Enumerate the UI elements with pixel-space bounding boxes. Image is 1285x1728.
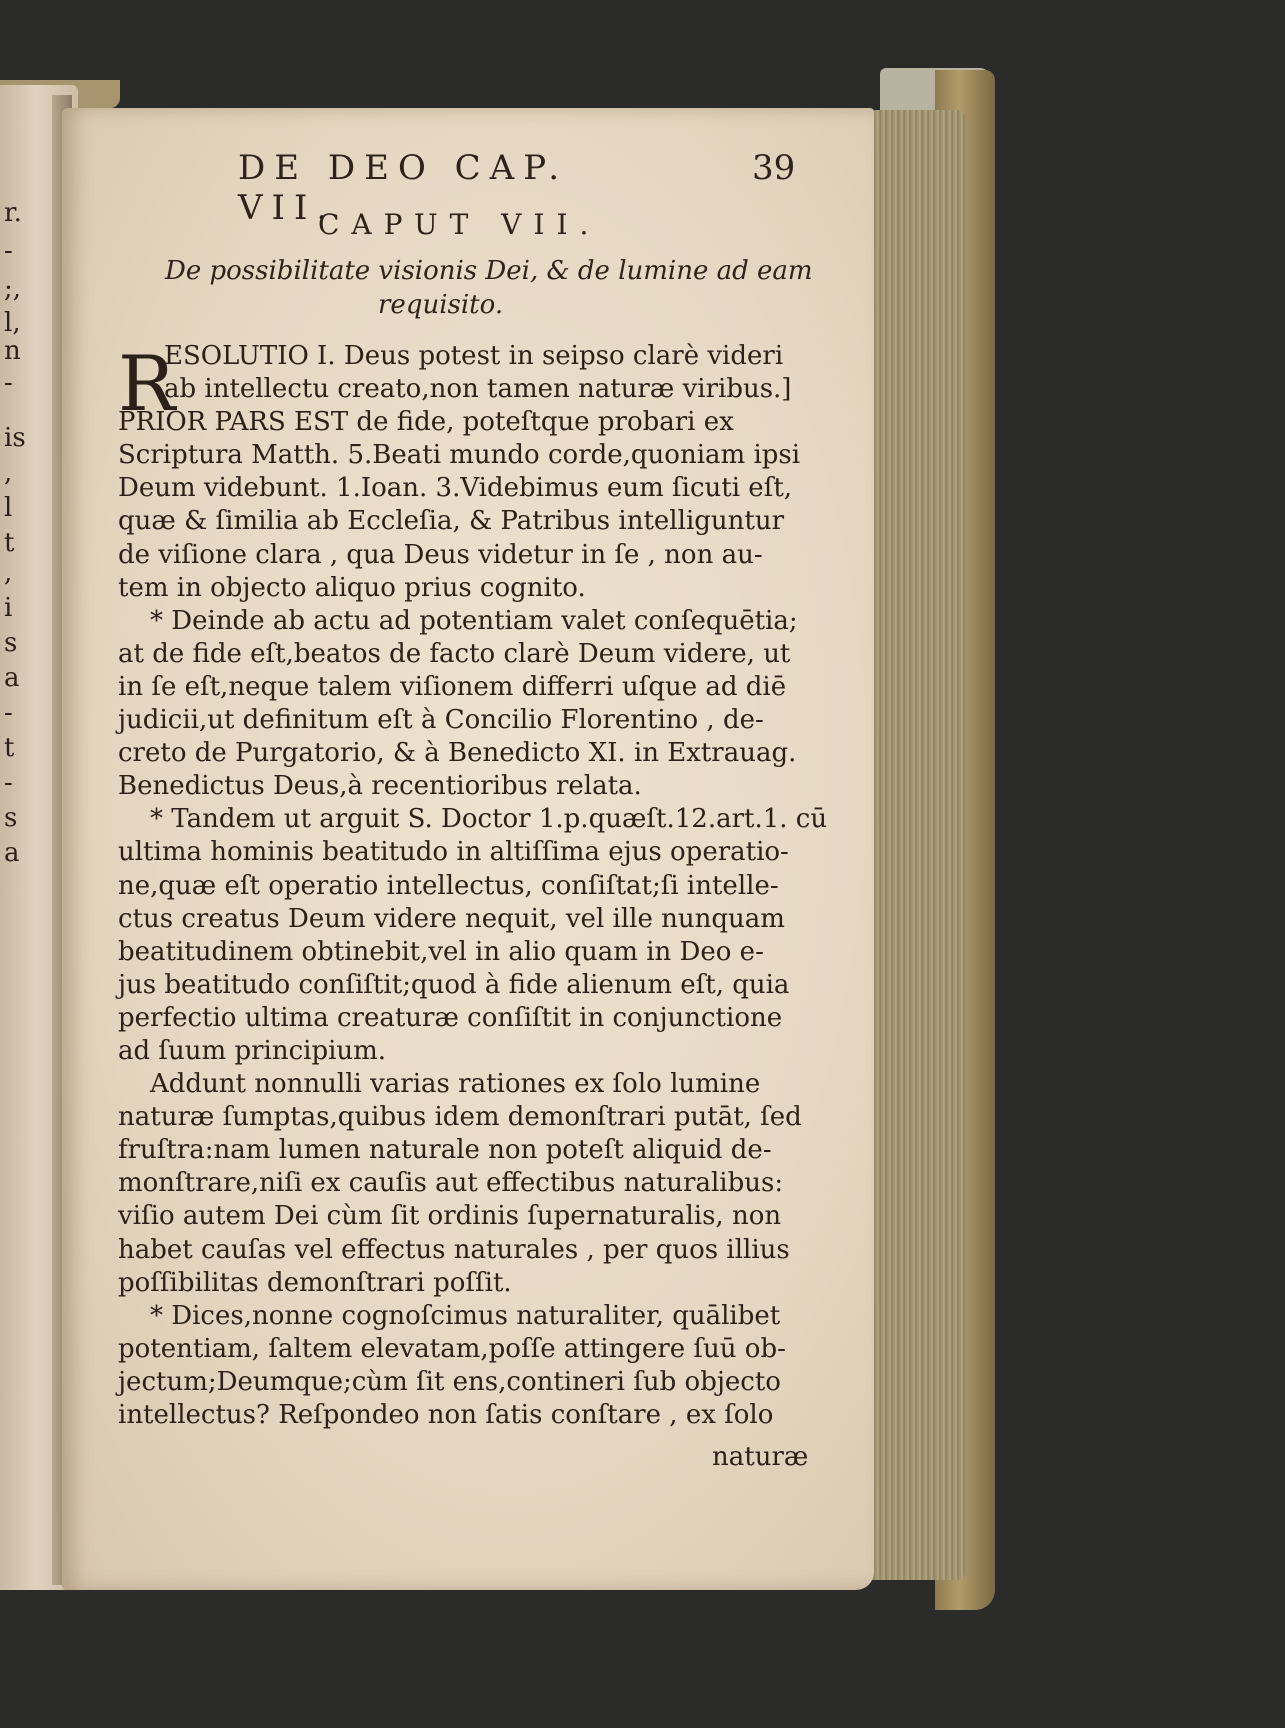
text-line: PRIOR PARS EST de fide, poteſtque probari ex [118, 407, 734, 438]
text-line: naturæ ſumptas,quibus idem demonſtrari putāt, ſed [118, 1102, 802, 1133]
text-line: fruſtra:nam lumen naturale non poteſt aliquid de- [118, 1135, 772, 1166]
left-page-fragment: i [4, 593, 13, 623]
left-page-fragment: s [4, 628, 18, 658]
text-line: ESOLUTIO I. Deus potest in seipso clarè videri [164, 341, 784, 371]
left-page-fragment: r. [4, 198, 22, 228]
text-line: * Tandem ut arguit S. Doctor 1.p.quæſt.12.art.1. cū [150, 804, 828, 835]
left-page-fragment: is [4, 423, 26, 453]
text-line: viſio autem Dei cùm ſit ordinis ſupernaturalis, non [118, 1201, 782, 1232]
chapter-subtitle-line-1: De possibilitate visionis Dei, & de lumine ad eam [165, 256, 813, 286]
text-line: beatitudinem obtinebit,vel in alio quam in Deo e- [118, 936, 764, 967]
text-line: judicii,ut definitum eſt à Concilio Florentino , de- [118, 705, 764, 736]
left-page-fragment: l, [4, 308, 21, 338]
left-page-fragment: t [4, 733, 15, 763]
left-page-fragment: n [4, 336, 21, 366]
left-page-fragment: a [4, 838, 20, 868]
text-line: poſſibilitas demonſtrari poſſit. [118, 1267, 512, 1298]
running-head: DE DEO CAP. VII. [238, 148, 569, 228]
text-line: Deum videbunt. 1.Ioan. 3.Videbimus eum ſicuti eſt, [118, 473, 793, 504]
text-line: tem in objecto aliquo prius cognito. [118, 572, 586, 603]
left-page-fragment: - [4, 698, 13, 728]
text-line: Scriptura Matth. 5.Beati mundo corde,quoniam ipsi [118, 440, 801, 471]
text-line: ab intellectu creato,non tamen naturæ viribus.] [164, 374, 792, 405]
text-line: ad ſuum principium. [118, 1035, 387, 1066]
left-page-fragment: l [4, 493, 13, 523]
text-line: at de fide eſt,beatos de facto clarè Deum videre, ut [118, 638, 791, 669]
text-line: ultima hominis beatitudo in altiſſima ejus operatio- [118, 837, 789, 868]
text-line: intellectus? Reſpondeo non ſatis conſtare , ex ſolo [118, 1400, 774, 1430]
left-page-fragment: - [4, 368, 13, 398]
text-line: * Dices,nonne cognoſcimus naturaliter, quālibet [150, 1300, 781, 1331]
left-page-fragment: ;, [4, 274, 22, 304]
text-line: monſtrare,niſi ex cauſis aut effectibus naturalibus: [118, 1168, 784, 1199]
text-line: * Deinde ab actu ad potentiam valet conſequētia; [150, 605, 798, 636]
text-line: Benedictus Deus,à recentioribus relata. [118, 771, 642, 802]
text-line: ctus creatus Deum videre nequit, vel ille nunquam [118, 903, 785, 934]
left-page-fragment: - [4, 236, 13, 266]
drop-capital: R [118, 339, 176, 428]
chapter-subtitle-line-2: requisito. [378, 290, 504, 320]
text-line: ne,quæ eſt operatio intellectus, conſiſtat;ſi intelle- [118, 870, 779, 901]
text-line: potentiam, ſaltem elevatam,poſſe attingere ſuū ob- [118, 1333, 786, 1364]
book-page-edges [870, 110, 965, 1580]
text-line: jectum;Deumque;cùm ſit ens,contineri ſub objecto [118, 1366, 781, 1397]
text-line: Addunt nonnulli varias rationes ex ſolo lumine [150, 1069, 761, 1100]
text-line: jus beatitudo conſiſtit;quod à fide alienum eſt, quia [118, 969, 790, 1000]
left-page-fragment: t [4, 528, 15, 558]
left-page-fragment: , [4, 558, 13, 588]
left-page-fragment: , [4, 458, 13, 488]
body-text [118, 340, 828, 1432]
text-line: quæ & ſimilia ab Eccleſia, & Patribus intelliguntur [118, 506, 785, 537]
page-number: 39 [752, 148, 796, 188]
left-page-fragment: s [4, 803, 18, 833]
text-line: in ſe eſt,neque talem viſionem differri uſque ad diē [118, 671, 787, 702]
text-line: de viſione clara , qua Deus videtur in ſe , non au- [118, 539, 763, 570]
left-page-fragment: - [4, 768, 13, 798]
text-line: habet cauſas vel effectus naturales , per quos illius [118, 1234, 790, 1265]
chapter-title: CAPUT VII. [318, 208, 601, 241]
catchword: naturæ [712, 1442, 809, 1472]
text-line: creto de Purgatorio, & à Benedicto XI. in Extrauag. [118, 738, 797, 769]
left-page-fragment: a [4, 663, 20, 693]
text-line: perfectio ultima creaturæ conſiſtit in conjunctione [118, 1002, 783, 1033]
